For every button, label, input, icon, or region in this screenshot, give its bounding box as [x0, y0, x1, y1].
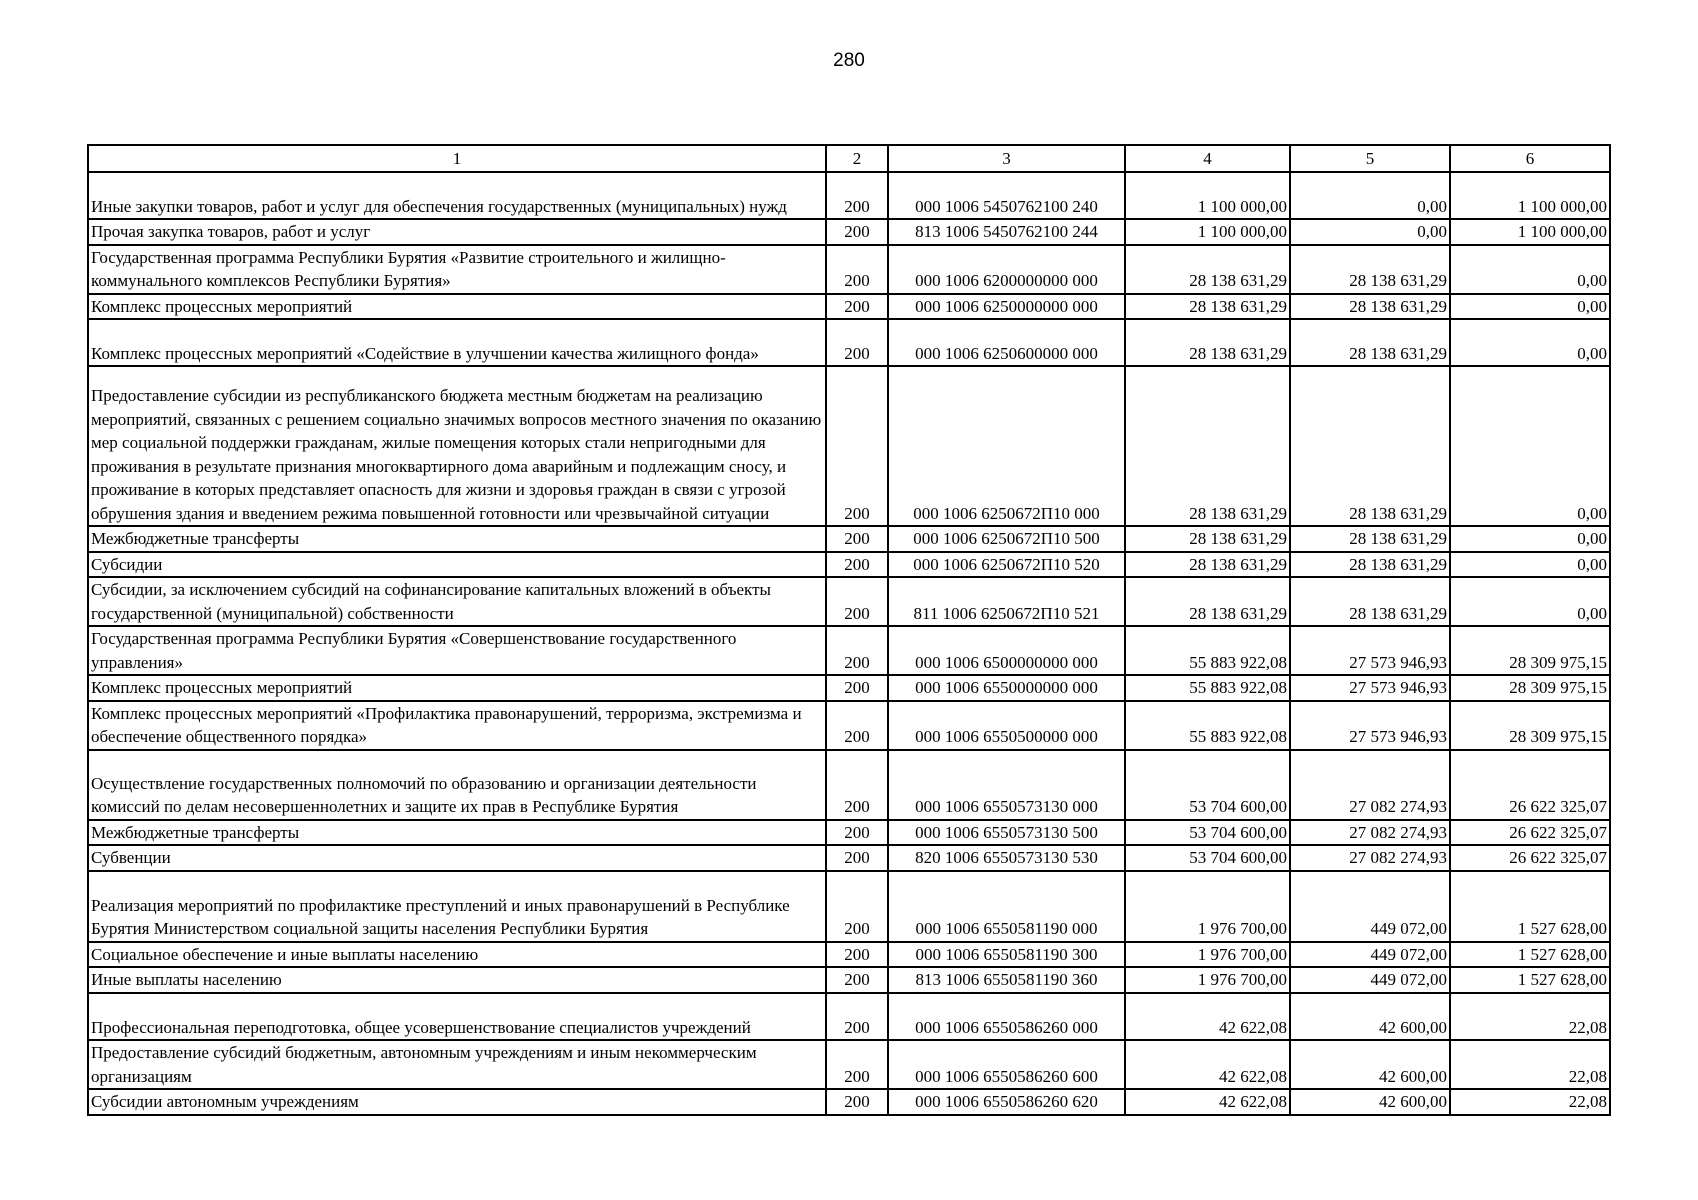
row-classifier: 000 1006 6250672П10 500	[888, 526, 1125, 552]
row-classifier: 000 1006 6550573130 000	[888, 750, 1125, 820]
row-value-6: 1 527 628,00	[1450, 942, 1610, 968]
row-value-6: 0,00	[1450, 245, 1610, 294]
row-name: Комплекс процессных мероприятий	[88, 675, 826, 701]
row-value-4: 1 976 700,00	[1125, 942, 1290, 968]
row-code: 200	[826, 942, 888, 968]
row-value-5: 28 138 631,29	[1290, 526, 1450, 552]
row-value-6: 26 622 325,07	[1450, 845, 1610, 871]
row-value-5: 0,00	[1290, 172, 1450, 219]
row-classifier: 820 1006 6550573130 530	[888, 845, 1125, 871]
row-name: Комплекс процессных мероприятий «Профилактика правонарушений, терроризма, экстремизма и обеспечение общественного порядка»	[88, 701, 826, 750]
row-value-6: 28 309 975,15	[1450, 675, 1610, 701]
row-name: Субсидии, за исключением субсидий на софинансирование капитальных вложений в объекты государственной (муниципальной) собственности	[88, 577, 826, 626]
row-classifier: 000 1006 6550586260 600	[888, 1040, 1125, 1089]
row-value-4: 42 622,08	[1125, 993, 1290, 1041]
row-value-6: 1 527 628,00	[1450, 967, 1610, 993]
row-name: Субсидии автономным учреждениям	[88, 1089, 826, 1115]
table-row	[88, 366, 1610, 526]
row-value-6: 0,00	[1450, 552, 1610, 578]
table-row	[88, 750, 1610, 820]
row-name: Предоставление субсидий бюджетным, автономным учреждениям и иным некоммерческим организациям	[88, 1040, 826, 1089]
table-row	[88, 993, 1610, 1041]
row-value-5: 27 573 946,93	[1290, 675, 1450, 701]
header-row	[88, 145, 1610, 172]
row-value-5: 42 600,00	[1290, 1089, 1450, 1115]
column-header-1: 1	[88, 145, 826, 172]
row-value-5: 449 072,00	[1290, 967, 1450, 993]
table-row	[88, 172, 1610, 219]
row-value-6: 28 309 975,15	[1450, 626, 1610, 675]
row-value-6: 0,00	[1450, 366, 1610, 526]
row-value-5: 27 573 946,93	[1290, 701, 1450, 750]
row-name: Реализация мероприятий по профилактике преступлений и иных правонарушений в Республике Бурятия Министерством социальной защиты населения Республики Бурятия	[88, 871, 826, 942]
row-value-5: 28 138 631,29	[1290, 245, 1450, 294]
row-value-4: 28 138 631,29	[1125, 526, 1290, 552]
table-row	[88, 552, 1610, 578]
table-row	[88, 294, 1610, 320]
row-value-6: 22,08	[1450, 1089, 1610, 1115]
table-row	[88, 871, 1610, 942]
table-row	[88, 319, 1610, 366]
row-classifier: 000 1006 6550573130 500	[888, 820, 1125, 846]
table-row	[88, 1089, 1610, 1115]
row-code: 200	[826, 820, 888, 846]
row-value-6: 26 622 325,07	[1450, 750, 1610, 820]
row-name: Межбюджетные трансферты	[88, 526, 826, 552]
row-classifier: 000 1006 6550500000 000	[888, 701, 1125, 750]
row-value-6: 0,00	[1450, 577, 1610, 626]
row-code: 200	[826, 577, 888, 626]
row-value-4: 55 883 922,08	[1125, 626, 1290, 675]
column-header-4: 4	[1125, 145, 1290, 172]
table-row	[88, 245, 1610, 294]
row-classifier: 811 1006 6250672П10 521	[888, 577, 1125, 626]
row-value-4: 53 704 600,00	[1125, 750, 1290, 820]
row-name: Межбюджетные трансферты	[88, 820, 826, 846]
row-value-6: 1 100 000,00	[1450, 172, 1610, 219]
row-code: 200	[826, 219, 888, 245]
row-value-4: 28 138 631,29	[1125, 294, 1290, 320]
row-name: Комплекс процессных мероприятий «Содействие в улучшении качества жилищного фонда»	[88, 319, 826, 366]
row-classifier: 000 1006 6550581190 000	[888, 871, 1125, 942]
row-value-4: 1 100 000,00	[1125, 172, 1290, 219]
row-value-4: 28 138 631,29	[1125, 319, 1290, 366]
row-name: Субвенции	[88, 845, 826, 871]
row-code: 200	[826, 993, 888, 1041]
row-value-6: 26 622 325,07	[1450, 820, 1610, 846]
row-code: 200	[826, 701, 888, 750]
row-code: 200	[826, 366, 888, 526]
row-value-5: 42 600,00	[1290, 993, 1450, 1041]
row-classifier: 000 1006 6500000000 000	[888, 626, 1125, 675]
row-value-5: 28 138 631,29	[1290, 319, 1450, 366]
row-code: 200	[826, 245, 888, 294]
row-value-6: 1 527 628,00	[1450, 871, 1610, 942]
row-code: 200	[826, 871, 888, 942]
row-value-4: 42 622,08	[1125, 1040, 1290, 1089]
table-row	[88, 942, 1610, 968]
row-name: Субсидии	[88, 552, 826, 578]
row-value-4: 28 138 631,29	[1125, 552, 1290, 578]
row-code: 200	[826, 319, 888, 366]
row-value-5: 27 082 274,93	[1290, 820, 1450, 846]
row-name: Профессиональная переподготовка, общее усовершенствование специалистов учреждений	[88, 993, 826, 1041]
row-code: 200	[826, 172, 888, 219]
row-name: Иные выплаты населению	[88, 967, 826, 993]
row-name: Предоставление субсидии из республиканского бюджета местным бюджетам на реализацию мероприятий, связанных с решением социально значимых вопросов местного значения по оказанию мер социальной поддержки гражданам, жилые помещения которых стали непригодными для проживания в результате признания многоквартирного дома аварийным и подлежащим сносу, и проживание в которых представляет опасность для жизни и здоровья граждан в связи с угрозой обрушения здания и введением режима повышенной готовности или чрезвычайной ситуации	[88, 366, 826, 526]
column-header-2: 2	[826, 145, 888, 172]
column-header-6: 6	[1450, 145, 1610, 172]
row-name: Прочая закупка товаров, работ и услуг	[88, 219, 826, 245]
row-value-5: 27 082 274,93	[1290, 750, 1450, 820]
row-value-4: 28 138 631,29	[1125, 577, 1290, 626]
row-value-5: 28 138 631,29	[1290, 294, 1450, 320]
table-row	[88, 967, 1610, 993]
row-classifier: 000 1006 6550586260 620	[888, 1089, 1125, 1115]
column-header-3: 3	[888, 145, 1125, 172]
table-row	[88, 845, 1610, 871]
row-code: 200	[826, 1089, 888, 1115]
row-classifier: 813 1006 5450762100 244	[888, 219, 1125, 245]
row-value-4: 53 704 600,00	[1125, 820, 1290, 846]
row-value-6: 22,08	[1450, 993, 1610, 1041]
row-name: Государственная программа Республики Бурятия «Совершенствование государственного управления»	[88, 626, 826, 675]
row-value-4: 28 138 631,29	[1125, 366, 1290, 526]
row-name: Осуществление государственных полномочий по образованию и организации деятельности комиссий по делам несовершеннолетних и защите их прав в Республике Бурятия	[88, 750, 826, 820]
row-value-5: 449 072,00	[1290, 942, 1450, 968]
row-value-4: 55 883 922,08	[1125, 675, 1290, 701]
row-code: 200	[826, 294, 888, 320]
row-classifier: 000 1006 6250672П10 000	[888, 366, 1125, 526]
table-row	[88, 1040, 1610, 1089]
row-value-4: 1 976 700,00	[1125, 967, 1290, 993]
row-value-5: 28 138 631,29	[1290, 577, 1450, 626]
row-code: 200	[826, 675, 888, 701]
row-code: 200	[826, 750, 888, 820]
row-value-4: 1 976 700,00	[1125, 871, 1290, 942]
row-name: Иные закупки товаров, работ и услуг для обеспечения государственных (муниципальных) нужд	[88, 172, 826, 219]
row-value-6: 0,00	[1450, 319, 1610, 366]
row-classifier: 000 1006 5450762100 240	[888, 172, 1125, 219]
row-code: 200	[826, 552, 888, 578]
row-code: 200	[826, 626, 888, 675]
table-row	[88, 526, 1610, 552]
row-code: 200	[826, 967, 888, 993]
row-classifier: 000 1006 6200000000 000	[888, 245, 1125, 294]
row-name: Государственная программа Республики Бурятия «Развитие строительного и жилищно-коммунального комплексов Республики Бурятия»	[88, 245, 826, 294]
row-code: 200	[826, 845, 888, 871]
row-value-4: 55 883 922,08	[1125, 701, 1290, 750]
row-value-5: 28 138 631,29	[1290, 366, 1450, 526]
page-number: 280	[833, 50, 865, 71]
row-value-5: 27 573 946,93	[1290, 626, 1450, 675]
row-value-4: 53 704 600,00	[1125, 845, 1290, 871]
row-value-4: 1 100 000,00	[1125, 219, 1290, 245]
budget-table	[87, 144, 1611, 1116]
table-row	[88, 820, 1610, 846]
table-body	[88, 172, 1610, 1115]
row-value-5: 42 600,00	[1290, 1040, 1450, 1089]
row-name: Комплекс процессных мероприятий	[88, 294, 826, 320]
row-value-5: 27 082 274,93	[1290, 845, 1450, 871]
row-value-6: 28 309 975,15	[1450, 701, 1610, 750]
row-classifier: 000 1006 6550000000 000	[888, 675, 1125, 701]
row-value-6: 1 100 000,00	[1450, 219, 1610, 245]
row-value-6: 22,08	[1450, 1040, 1610, 1089]
row-code: 200	[826, 526, 888, 552]
row-classifier: 000 1006 6250600000 000	[888, 319, 1125, 366]
row-value-5: 449 072,00	[1290, 871, 1450, 942]
row-classifier: 813 1006 6550581190 360	[888, 967, 1125, 993]
table-row	[88, 701, 1610, 750]
row-value-5: 0,00	[1290, 219, 1450, 245]
row-classifier: 000 1006 6250672П10 520	[888, 552, 1125, 578]
row-name: Социальное обеспечение и иные выплаты населению	[88, 942, 826, 968]
table-row	[88, 219, 1610, 245]
table-row	[88, 675, 1610, 701]
row-value-6: 0,00	[1450, 526, 1610, 552]
row-classifier: 000 1006 6250000000 000	[888, 294, 1125, 320]
row-value-4: 42 622,08	[1125, 1089, 1290, 1115]
table-row	[88, 577, 1610, 626]
row-value-6: 0,00	[1450, 294, 1610, 320]
row-code: 200	[826, 1040, 888, 1089]
table-row	[88, 626, 1610, 675]
row-classifier: 000 1006 6550586260 000	[888, 993, 1125, 1041]
row-value-4: 28 138 631,29	[1125, 245, 1290, 294]
row-classifier: 000 1006 6550581190 300	[888, 942, 1125, 968]
column-header-5: 5	[1290, 145, 1450, 172]
row-value-5: 28 138 631,29	[1290, 552, 1450, 578]
